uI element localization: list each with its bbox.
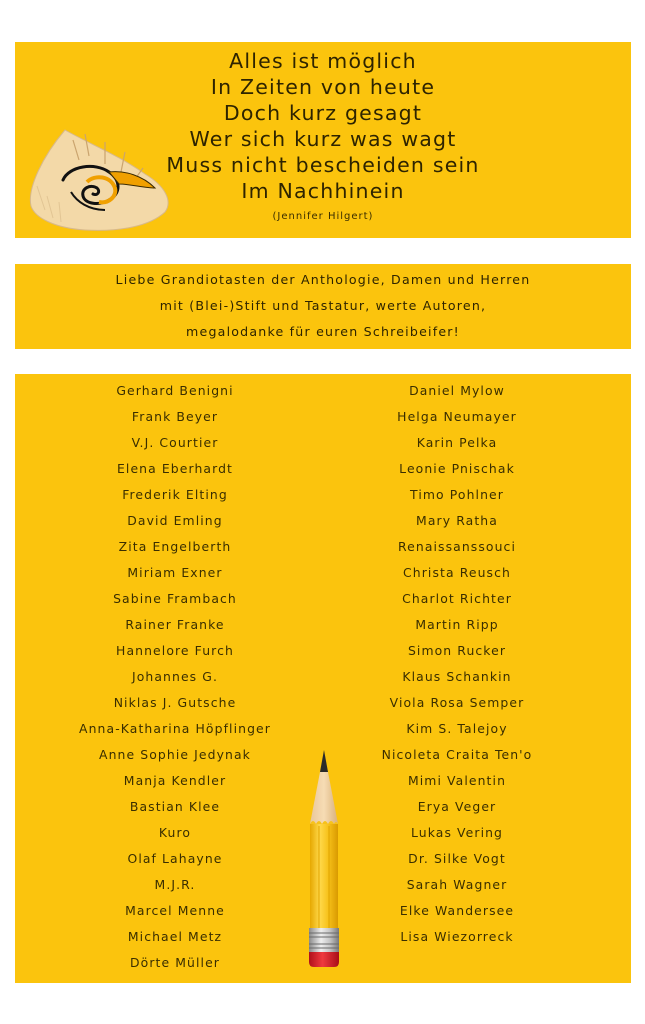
author-name: Daniel Mylow	[409, 383, 505, 398]
pencil-image	[299, 748, 349, 968]
author-name: Nicoleta Craita Ten'o	[381, 747, 533, 762]
author-name: Johannes G.	[131, 669, 219, 684]
author-name: Timo Pohlner	[410, 487, 504, 502]
author-name: Sabine Frambach	[113, 591, 237, 606]
author-name: Klaus Schankin	[402, 669, 512, 684]
author-name: Karin Pelka	[416, 435, 498, 450]
authors-panel	[15, 374, 631, 983]
author-name: Hannelore Furch	[116, 643, 234, 658]
poem-line: In Zeiten von heute	[210, 75, 436, 99]
author-name: Gerhard Benigni	[116, 383, 234, 398]
author-name: Niklas J. Gutsche	[113, 695, 237, 710]
author-name: Michael Metz	[127, 929, 223, 944]
thanks-line: mit (Blei-)Stift und Tastatur, werte Autoren,	[159, 298, 487, 313]
author-name: Elena Eberhardt	[116, 461, 234, 476]
poem-author: (Jennifer Hilgert)	[272, 211, 374, 222]
author-name: Dr. Silke Vogt	[408, 851, 506, 866]
author-name: Charlot Richter	[402, 591, 512, 606]
author-name: Lisa Wiezorreck	[400, 929, 514, 944]
thanks-text	[15, 267, 631, 345]
thanks-line: megalodanke für euren Schreibeifer!	[186, 324, 460, 339]
author-name: Viola Rosa Semper	[389, 695, 525, 710]
author-name: Manja Kendler	[123, 773, 227, 788]
author-name: Miriam Exner	[127, 565, 223, 580]
author-name: Marcel Menne	[125, 903, 225, 918]
thanks-panel	[15, 264, 631, 349]
author-name: Kuro	[158, 825, 192, 840]
author-name: Olaf Lahayne	[127, 851, 223, 866]
poem-line: Muss nicht bescheiden sein	[166, 153, 480, 177]
author-name: Frank Beyer	[131, 409, 219, 424]
poem-panel	[15, 42, 631, 238]
author-name: Frederik Elting	[122, 487, 228, 502]
author-name: Bastian Klee	[129, 799, 221, 814]
authors-column-left	[20, 378, 330, 976]
author-name: Christa Reusch	[403, 565, 511, 580]
author-name: Kim S. Talejoy	[406, 721, 508, 736]
author-name: M.J.R.	[154, 877, 196, 892]
author-name: Renaissanssouci	[397, 539, 517, 554]
author-name: Mimi Valentin	[407, 773, 507, 788]
author-name: David Emling	[127, 513, 223, 528]
author-name: Erya Veger	[417, 799, 497, 814]
poem-line: Wer sich kurz was wagt	[189, 127, 457, 151]
author-name: Lukas Vering	[410, 825, 504, 840]
author-name: Elke Wandersee	[399, 903, 515, 918]
author-name: Leonie Pnischak	[399, 461, 515, 476]
author-name: Simon Rucker	[407, 643, 507, 658]
author-name: Dörte Müller	[130, 955, 220, 970]
author-name: Martin Ripp	[415, 617, 499, 632]
poem-line: Alles ist möglich	[229, 49, 417, 73]
author-name: Helga Neumayer	[397, 409, 517, 424]
author-name: Zita Engelberth	[118, 539, 232, 554]
thanks-line: Liebe Grandiotasten der Anthologie, Damen und Herren	[115, 272, 531, 287]
author-name: V.J. Courtier	[131, 435, 219, 450]
author-name: Sarah Wagner	[406, 877, 508, 892]
author-name: Anne Sophie Jedynak	[99, 747, 251, 762]
poem-line: Im Nachhinein	[241, 179, 405, 203]
author-name: Anna-Katharina Höpflinger	[79, 721, 271, 736]
author-name: Mary Ratha	[416, 513, 498, 528]
poem-text	[15, 48, 631, 204]
author-name: Rainer Franke	[125, 617, 225, 632]
poem-line: Doch kurz gesagt	[223, 101, 423, 125]
